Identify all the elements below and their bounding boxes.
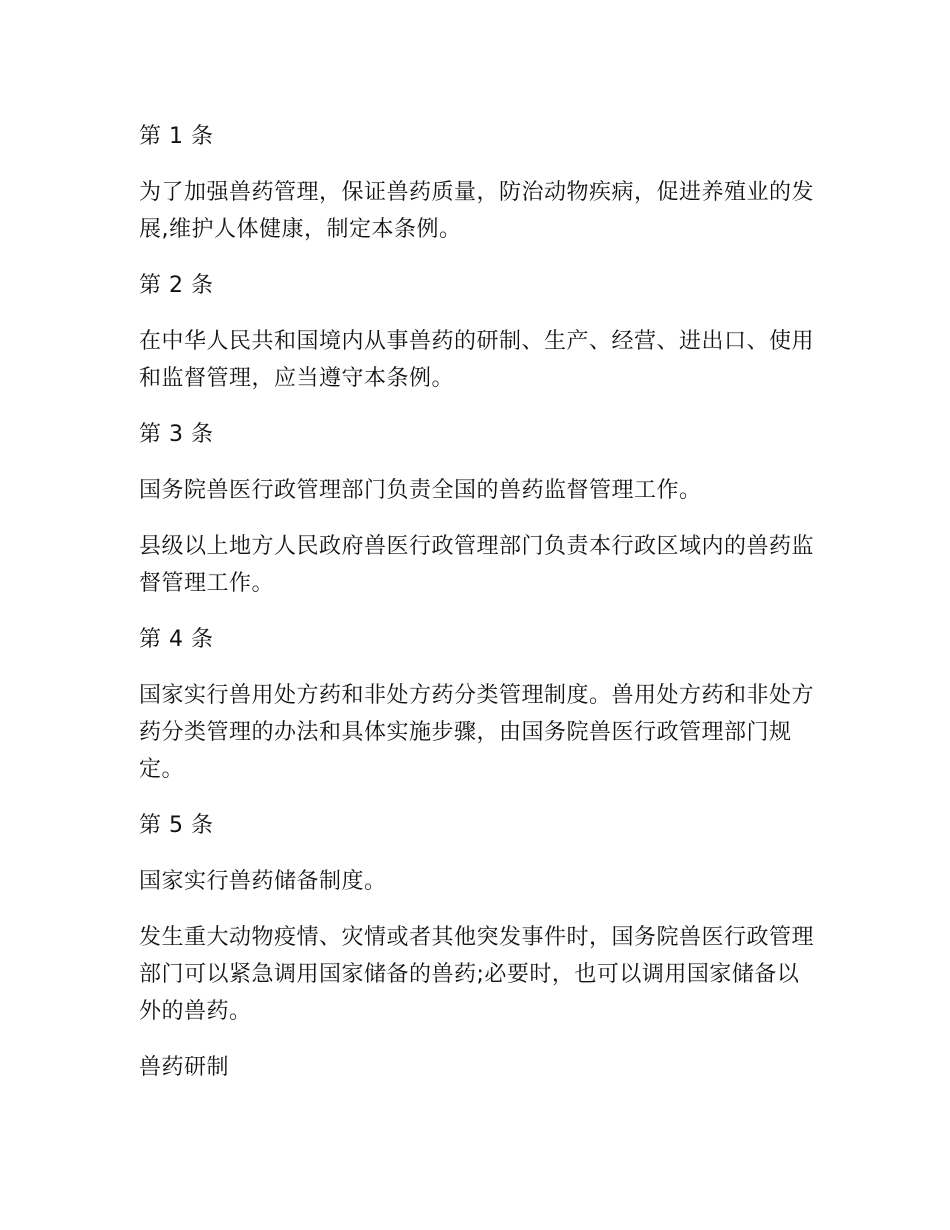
article-1-heading: 第 1 条 [139,124,214,149]
article-4-paragraph: 国家实行兽用处方药和非处方药分类管理制度。兽用处方药和非处方药分类管理的办法和具体实施步骤，由国务院兽医行政管理部门规定。 [139,683,815,782]
article-5-paragraph-2: 发生重大动物疫情、灾情或者其他突发事件时，国务院兽医行政管理部门可以紧急调用国家储备的兽药;必要时，也可以调用国家储备以外的兽药。 [139,925,815,1024]
article-1-paragraph: 为了加强兽药管理，保证兽药质量，防治动物疾病，促进养殖业的发展,维护人体健康，制定本条例。 [139,180,815,242]
article-2-paragraph: 在中华人民共和国境内从事兽药的研制、生产、经营、进出口、使用和监督管理，应当遵守本条例。 [139,329,815,391]
article-3-paragraph-1: 国务院兽医行政管理部门负责全国的兽药监督管理工作。 [139,478,702,503]
document-body [139,118,819,1105]
article-5-heading: 第 5 条 [139,813,214,838]
section-heading-drug-research: 兽药研制 [139,1055,230,1080]
article-2-heading: 第 2 条 [139,273,214,298]
article-3-paragraph-2: 县级以上地方人民政府兽医行政管理部门负责本行政区域内的兽药监督管理工作。 [139,534,815,596]
article-4-heading: 第 4 条 [139,627,214,652]
article-3-heading: 第 3 条 [139,422,214,447]
article-5-paragraph-1: 国家实行兽药储备制度。 [139,869,387,894]
